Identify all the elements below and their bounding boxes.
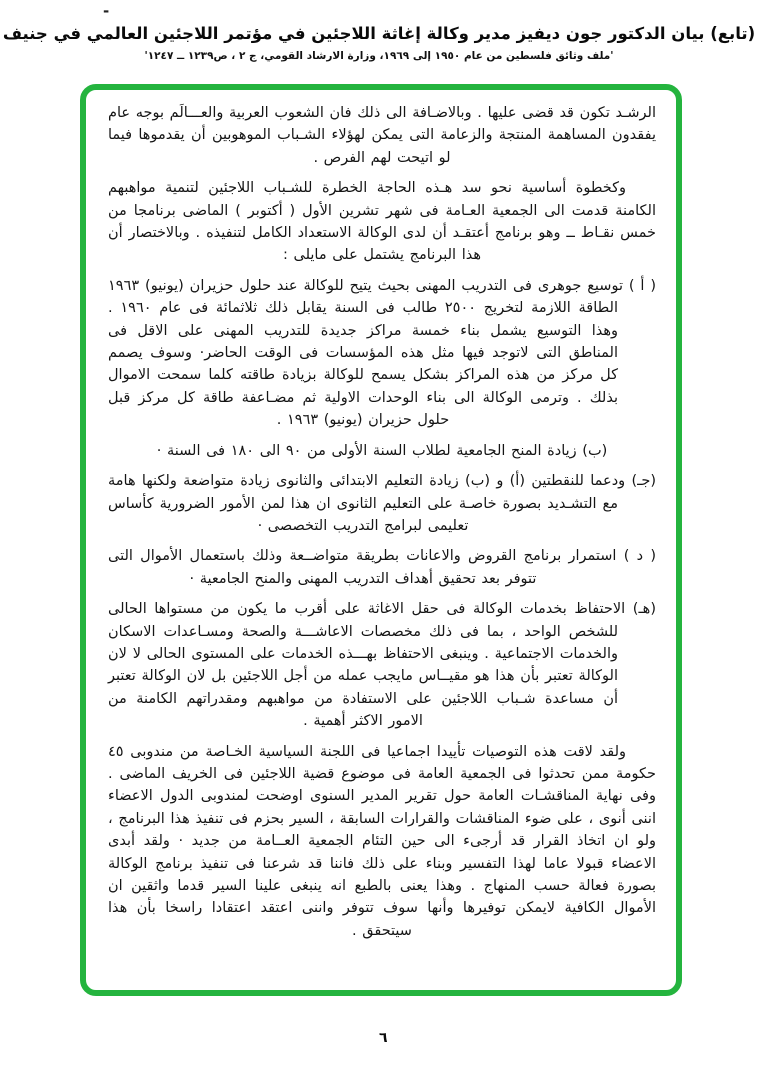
page-number: ٦: [379, 1030, 388, 1046]
list-item-h-relief-services: (هـ) الاحتفاظ بخدمات الوكالة فى حقل الاغاثة على أقرب ما يكون من مستواها الحالى للشخص الواحد ، بما فى ذلك مخصصات الاعاشـــة والصحة ومسـاعدات الاسكان والخدمات الاجتماعية . وينبغى الاحتفاظ بهـــذه الخدمات على المستوى الحالى لا لان الوكالة تعتبر بأن هذا هو مقيــاس مايجب عمله من أجل اللاجئين بل لان الوكالة تعتبر أن مساعدة شـباب اللاجئين على الاستفادة من مواهبهم ومقدراتهم الكامنة من الامور الاكثر أهمية .: [108, 601, 656, 730]
document-source-citation: 'ملف وثائق فلسطين من عام ١٩٥٠ إلى ١٩٦٩، وزارة الارشاد القومي، ج ٢ ، ص١٢٣٩ ــ ١٢٤٧': [144, 50, 614, 62]
paragraph-program-introduction: وكخطوة أساسية نحو سد هـذه الحاجة الخطرة للشـباب اللاجئين لتنمية مواهبهم الكامنة قدمت الى الجمعية العـامة فى شهر تشرين الأول ( أكتوبر ) الماضى برنامجا من خمس نقـاط ــ وهو برنامج أعتقـد أن لدى الوكالة الاستعداد الكامل لتنفيذه . وبالاختصار أن هذا البرنامج يشتمل على مايلى :: [108, 180, 656, 264]
stray-dash-mark: -: [103, 2, 110, 20]
paragraph-closing-recommendations: ولقد لاقت هذه التوصيات تأييدا اجماعيا فى اللجنة السياسية الخـاصة من مندوبى ٤٥ حكومة ممن تحدثوا فى الجمعية العامة فى موضوع قضية اللاجئين فى الخريف الماضى . وفى نهاية المناقشـات العامة حول تقرير المدير السنوى اوضحت لمندوبى الدول الاعضاء اننى أنوى ، على ضوء المناقشات والقرارات السابقة ، السير بحزم فى تنفيذ هذا البرنامج ، ولو ان اتخاذ القرار قد أرجىء الى حين التئام الجمعية العــامة من جديد · ولقد أبدى الاعضاء قبولا عاما لهذا التفسير وبناء على ذلك فاننا قد شرعنا فى تنفيذ برنامج الوكالة بصورة فعالة حسب المنهاج . وهذا يعنى بالطبع انه ينبغى علينا السير قدما واثقين ان الأموال الكافية لايمكن توفيرها وأنها سوف تتوفر واننى اعتقد اعتقادا راسخا بأن هذا سيتحقق .: [108, 743, 656, 939]
list-item-a-vocational-training: ( أ ) توسيع جوهرى فى التدريب المهنى بحيث يتيح للوكالة عند حلول حزيران (يونيو) ١٩٦٣ الطاقة اللازمة لتخريج ٢٥٠٠ طالب فى السنة يقابل ذلك ثلاثمائة فى عام ١٩٦٠ . وهذا التوسيع يشمل بناء خمسة مراكز جديدة للتدريب المهنى على الاقل فى المناطق التى لاتوجد فيها مثل هذه المؤسسات فى الوقت الحاضر· وسوف يصمم كل مركز من هذه المراكز بشكل يسمح للوكالة بزيادة طاقته كلما سمحت الاموال بذلك . وترمى الوكالة الى بناء الوحدات الاولية ثم مضـاعفة طاقة كل مركز قبل حلول حزيران (يونيو) ١٩٦٣ .: [108, 277, 656, 429]
content-box: [80, 84, 682, 996]
list-item-b-university-grants: (ب) زيادة المنح الجامعية لطلاب السنة الأولى من ٩٠ الى ١٨٠ فى السنة ·: [156, 442, 608, 459]
document-header: [0, 24, 758, 62]
list-item-j-education-increase: (جـ) ودعما للنقطتين (أ) و (ب) زيادة التعليم الابتدائى والثانوى زيادة متواضعة ولكنها هامة مع التشـديد بصورة خاصـة على التعليم الثانوى ان هذا لمن الأمور الضرورية كأساس تعليمى لبرامج التدريب التخصصى ·: [108, 473, 656, 534]
list-item-d-loans-program: ( د ) استمرار برنامج القروض والاعانات بطريقة متواضــعة وذلك باستعمال الأموال التى تتوفر بعد تحقيق أهداف التدريب المهنى والمنح الجامعية ·: [108, 548, 656, 587]
document-title: (تابع) بيان الدكتور جون ديفيز مدير وكالة إغاثة اللاجئين في مؤتمر اللاجئين العالمي في جنيف: [2, 24, 756, 43]
paragraph-intro-continuation: الرشـد تكون قد قضى عليها . وبالاضـافة الى ذلك فان الشعوب العربية والعـــالَم بوجه عام يفقدون المساهمة المنتجة والزعامة التى يمكن لهؤلاء الشـباب الموهوبين أن يقدموها فيما لو اتيحت لهم الفرص .: [108, 105, 656, 166]
